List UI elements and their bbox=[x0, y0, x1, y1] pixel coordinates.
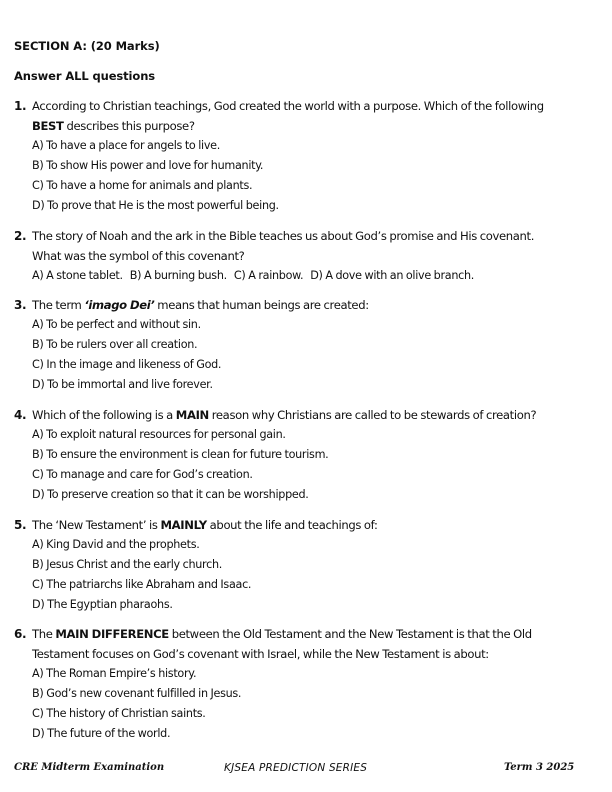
question-number: 6. bbox=[14, 627, 27, 641]
question-number: 5. bbox=[14, 518, 27, 532]
option-b: B) To show His power and love for humanity. bbox=[32, 159, 264, 172]
latin-term: ‘imago Dei’ bbox=[84, 298, 155, 312]
question-text: What was the symbol of this covenant? bbox=[32, 249, 245, 263]
instruction-text: Answer ALL questions bbox=[14, 69, 156, 83]
option-a: A) King David and the prophets. bbox=[32, 538, 200, 551]
option-d: D) To be immortal and live forever. bbox=[32, 378, 213, 391]
emphasis-text: BEST bbox=[32, 119, 64, 133]
question-text: about the life and teachings of: bbox=[206, 518, 378, 532]
option-a: A) To exploit natural resources for personal gain. bbox=[32, 428, 286, 441]
option-a: A) The Roman Empire’s history. bbox=[32, 667, 197, 680]
option-c: C) To have a home for animals and plants. bbox=[32, 179, 253, 192]
options-inline bbox=[14, 266, 594, 286]
emphasis-text: MAIN DIFFERENCE bbox=[55, 627, 169, 641]
question-text: reason why Christians are called to be stewards of creation? bbox=[208, 408, 537, 422]
option-c: C) A rainbow. bbox=[233, 269, 304, 282]
question-1 bbox=[14, 96, 594, 216]
option-c: C) To manage and care for God’s creation. bbox=[32, 468, 253, 481]
emphasis-text: MAINLY bbox=[160, 518, 207, 532]
option-a: A) To be perfect and without sin. bbox=[32, 318, 201, 331]
footer-term: Term 3 2025 bbox=[504, 762, 575, 773]
question-6 bbox=[14, 624, 594, 744]
option-d: D) To prove that He is the most powerful being. bbox=[32, 199, 279, 212]
question-text: Which of the following is a bbox=[32, 408, 176, 422]
option-d: D) The Egyptian pharaohs. bbox=[32, 598, 173, 611]
option-a: A) A stone tablet. bbox=[32, 269, 123, 282]
option-b: B) To ensure the environment is clean for future tourism. bbox=[32, 448, 329, 461]
footer-series: KJSEA PREDICTION SERIES bbox=[224, 762, 368, 774]
question-number: 4. bbox=[14, 408, 27, 422]
question-text: describes this purpose? bbox=[63, 119, 195, 133]
option-b: B) To be rulers over all creation. bbox=[32, 338, 198, 351]
question-number: 3. bbox=[14, 298, 27, 312]
question-text: Testament focuses on God’s covenant with Israel, while the New Testament is about: bbox=[32, 647, 489, 661]
question-2 bbox=[14, 226, 594, 286]
option-c: C) The patriarchs like Abraham and Isaac. bbox=[32, 578, 252, 591]
question-text: The story of Noah and the ark in the Bible teaches us about God’s promise and His covenant. bbox=[32, 229, 535, 243]
option-d: D) A dove with an olive branch. bbox=[310, 269, 475, 282]
option-c: C) The history of Christian saints. bbox=[32, 707, 206, 720]
option-c: C) In the image and likeness of God. bbox=[32, 358, 222, 371]
question-3 bbox=[14, 295, 594, 395]
question-number: 1. bbox=[14, 99, 27, 113]
question-text: The bbox=[32, 627, 56, 641]
option-a: A) To have a place for angels to live. bbox=[32, 139, 221, 152]
option-d: D) To preserve creation so that it can be worshipped. bbox=[32, 488, 309, 501]
emphasis-text: MAIN bbox=[175, 408, 209, 422]
footer-subject: CRE Midterm Examination bbox=[14, 762, 165, 773]
section-title: SECTION A: (20 Marks) bbox=[14, 39, 160, 53]
option-b: B) God’s new covenant fulfilled in Jesus. bbox=[32, 687, 242, 700]
question-text: means that human beings are created: bbox=[154, 298, 369, 312]
question-4 bbox=[14, 405, 594, 505]
question-5 bbox=[14, 515, 594, 615]
option-b: B) Jesus Christ and the early church. bbox=[32, 558, 222, 571]
page-footer bbox=[0, 762, 612, 780]
option-d: D) The future of the world. bbox=[32, 727, 171, 740]
question-text: According to Christian teachings, God created the world with a purpose. Which of the following bbox=[32, 99, 544, 113]
question-text: The ‘New Testament’ is bbox=[32, 518, 161, 532]
question-text: The term bbox=[32, 298, 85, 312]
question-text: between the Old Testament and the New Testament is that the Old bbox=[168, 627, 532, 641]
option-b: B) A burning bush. bbox=[129, 269, 227, 282]
question-number: 2. bbox=[14, 229, 27, 243]
